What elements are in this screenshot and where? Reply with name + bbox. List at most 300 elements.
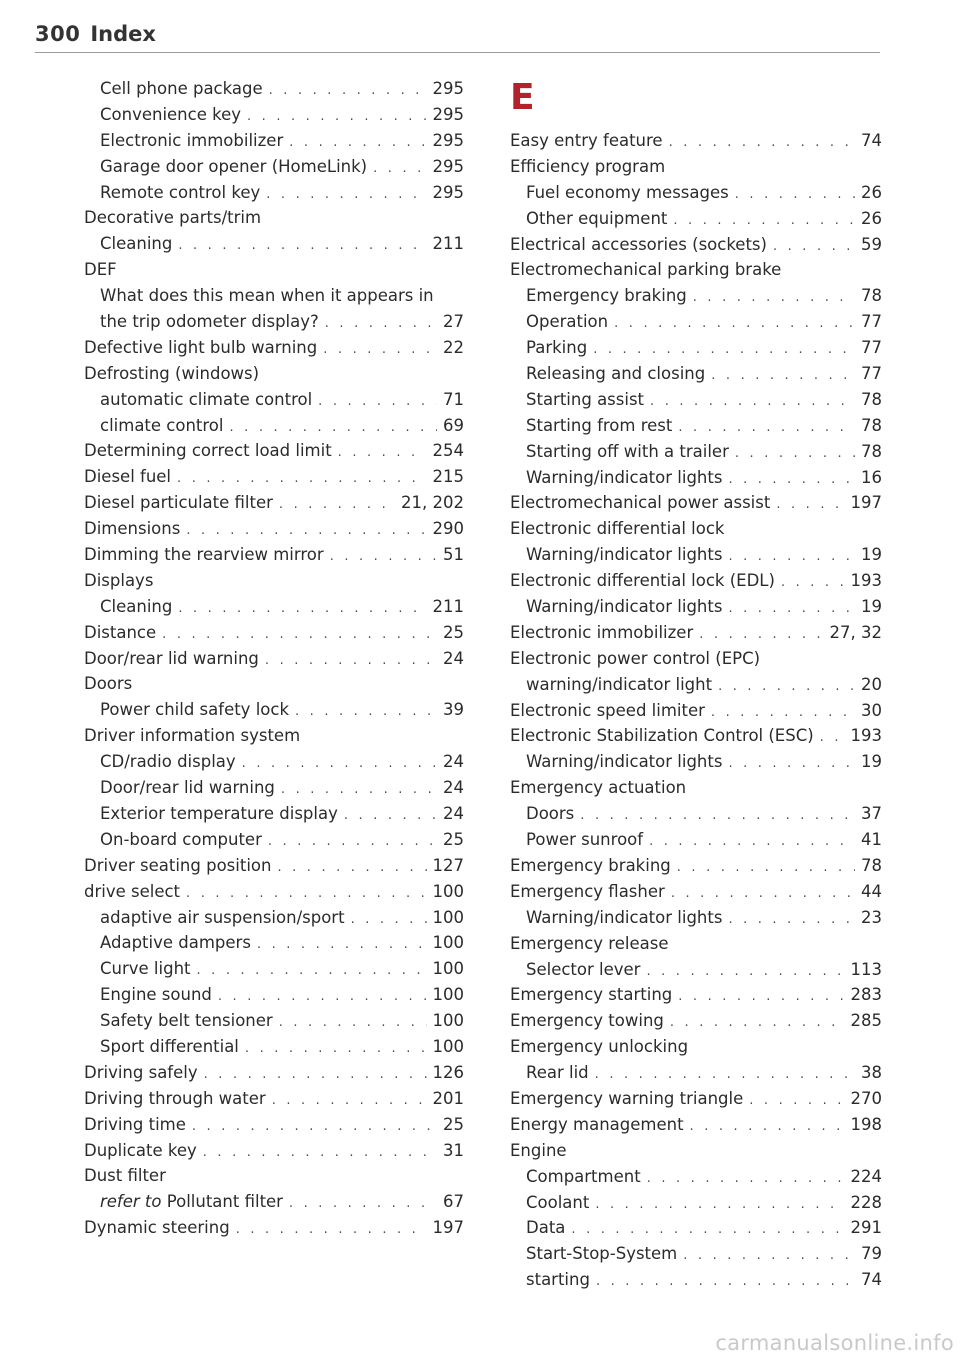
page-reference: 197 [850,493,882,513]
dot-leader [580,803,855,829]
dot-leader [646,959,844,985]
page-reference: 270 [850,1088,882,1108]
dot-leader [277,855,426,881]
index-entry [84,387,464,413]
index-entry [510,853,882,879]
page-reference: 51 [443,545,464,565]
dot-leader [749,1088,844,1114]
index-term: Defective light bulb warning [84,337,318,357]
index-term: Curve light [100,959,191,979]
index-column-left [84,76,464,1241]
dot-leader [820,725,845,751]
index-entry [84,283,464,309]
index-entry [510,257,882,283]
page-reference: 71 [443,389,464,409]
dot-leader [781,570,845,596]
page-reference: 295 [432,182,464,202]
dot-leader [711,700,855,726]
index-term: Efficiency program [510,156,666,176]
dot-leader [229,415,437,441]
page-reference: 254 [432,441,464,461]
index-entry [84,1163,464,1189]
index-entry [510,516,882,542]
index-term: Exterior temperature display [100,803,338,823]
page-reference: 25 [443,622,464,642]
dot-leader [247,104,427,130]
dot-leader [178,596,426,622]
page-reference: 21, 202 [401,493,464,513]
page-reference: 16 [861,467,882,487]
index-term: Emergency release [510,933,669,953]
dot-leader [325,311,437,337]
dot-leader [257,932,427,958]
dot-leader [338,440,427,466]
index-entry [84,1138,464,1164]
index-term: Diesel fuel [84,467,172,487]
index-entry [84,76,464,102]
index-term: Driving through water [84,1088,266,1108]
page-reference: 215 [432,467,464,487]
index-term: Other equipment [526,208,668,228]
page-reference: 290 [432,519,464,539]
index-entry [510,1164,882,1190]
page-reference: 25 [443,1114,464,1134]
page-reference: 285 [850,1011,882,1031]
index-term: Cleaning [100,596,173,616]
index-term: Power child safety lock [100,700,290,720]
page-reference: 197 [432,1218,464,1238]
dot-leader [699,622,823,648]
index-term: Remote control key [100,182,261,202]
page-reference: 78 [861,415,882,435]
index-entry [510,1241,882,1267]
dot-leader [279,1010,427,1036]
page-reference: 37 [861,804,882,824]
index-term: Parking [526,338,588,358]
index-term: Doors [84,674,133,694]
dot-leader [669,130,855,156]
index-entry [84,749,464,775]
index-term: Duplicate key [84,1140,197,1160]
dot-leader [266,182,426,208]
page-reference: 100 [432,1011,464,1031]
index-term: On-board computer [100,829,262,849]
dot-leader [683,1243,855,1269]
page-reference: 27 [443,312,464,332]
page-reference: 30 [861,700,882,720]
index-entry [510,232,882,258]
index-term: Emergency flasher [510,881,665,901]
index-entry [84,438,464,464]
index-term: Emergency starting [510,985,673,1005]
index-entry [510,931,882,957]
index-term: Cleaning [100,234,173,254]
index-entry [510,1060,882,1086]
index-term: CD/radio display [100,752,236,772]
index-term: Sport differential [100,1036,239,1056]
page-reference: 59 [861,234,882,254]
index-entry [84,542,464,568]
index-term: Doors [526,804,575,824]
index-entry [84,102,464,128]
page-reference: 74 [861,1270,882,1290]
index-term: Selector lever [526,959,641,979]
page-reference: 127 [432,855,464,875]
index-entry [510,1008,882,1034]
index-entry [510,465,882,491]
index-entry [510,698,882,724]
index-term: Electronic Stabilization Control (ESC) [510,726,814,746]
page-reference: 211 [432,596,464,616]
page-reference: 44 [861,881,882,901]
dot-leader [677,855,855,881]
index-term: Electronic immobilizer [100,130,284,150]
dot-leader [735,182,855,208]
index-term: Emergency unlocking [510,1037,689,1057]
index-entry [510,387,882,413]
dot-leader [773,234,855,260]
dot-leader [649,829,855,855]
index-term: the trip odometer display? [100,312,319,332]
page-reference: 100 [432,881,464,901]
index-entry [510,283,882,309]
page-reference: 201 [432,1088,464,1108]
index-entry [84,879,464,905]
index-entry [510,827,882,853]
index-entry [84,205,464,231]
dot-leader [279,492,395,518]
dot-leader [596,1269,855,1295]
page-reference: 67 [443,1192,464,1212]
page-reference: 79 [861,1244,882,1264]
index-entry [510,749,882,775]
index-term: Emergency braking [526,286,687,306]
index-entry [84,905,464,931]
dot-leader [218,984,427,1010]
dot-leader [186,881,426,907]
page-reference: 100 [432,1036,464,1056]
index-entry [84,361,464,387]
index-term: Emergency braking [510,855,671,875]
dot-leader [614,311,855,337]
header-rule [35,52,880,53]
index-entry [84,1189,464,1215]
page-reference: 126 [432,1062,464,1082]
index-term: Dynamic steering [84,1218,230,1238]
dot-leader [323,337,437,363]
dot-leader [245,1036,427,1062]
index-entry [510,1034,882,1060]
dot-leader [647,1166,845,1192]
page-reference: 211 [432,234,464,254]
dot-leader [186,518,426,544]
index-entry [510,957,882,983]
dot-leader [272,1088,427,1114]
dot-leader [269,78,427,104]
index-entry [84,128,464,154]
index-entry [510,180,882,206]
page-reference: 283 [850,985,882,1005]
dot-leader [197,958,427,984]
page-reference: 77 [861,364,882,384]
dot-leader [373,156,426,182]
index-term: Power sunroof [526,830,644,850]
dot-leader [318,389,437,415]
index-term: Rear lid [526,1063,589,1083]
index-term: Electronic power control (EPC) [510,648,761,668]
index-entry [84,930,464,956]
index-column-right [510,76,882,1293]
page-reference: 38 [861,1063,882,1083]
index-entry [510,1086,882,1112]
dot-leader [295,699,437,725]
index-entry [510,801,882,827]
page-reference: 295 [432,130,464,150]
index-term: Dust filter [84,1166,166,1186]
index-term: Engine sound [100,985,212,1005]
page-reference: 100 [432,933,464,953]
dot-leader [650,389,855,415]
index-term: Data [526,1218,566,1238]
index-term: starting [526,1270,590,1290]
page-reference: 77 [861,338,882,358]
dot-leader [671,881,855,907]
index-entry [84,516,464,542]
index-term: Defrosting (windows) [84,363,260,383]
index-term: Displays [84,570,154,590]
index-entry [510,723,882,749]
index-term: Warning/indicator lights [526,467,723,487]
index-entry [510,620,882,646]
index-term: Engine [510,1140,567,1160]
index-term: Compartment [526,1166,641,1186]
index-entry [510,335,882,361]
index-entry [510,672,882,698]
index-term: Electrical accessories (sockets) [510,234,767,254]
index-entry [84,231,464,257]
index-entry [84,413,464,439]
page-reference: 113 [850,959,882,979]
watermark: carmanualsonline.info [715,1331,954,1355]
index-term: Easy entry feature [510,131,663,150]
index-term: Driver information system [84,726,301,746]
page-number: 300 [35,22,81,46]
page-reference: 224 [850,1166,882,1186]
page-reference: 78 [861,441,882,461]
page-reference: 193 [850,571,882,591]
index-entry [84,464,464,490]
index-term: Emergency actuation [510,778,687,798]
index-entry [84,1215,464,1241]
dot-leader [177,466,426,492]
dot-leader [289,130,426,156]
dot-leader [673,208,855,234]
page-reference: 39 [443,700,464,720]
index-term: warning/indicator light [526,674,713,694]
page-reference: 19 [861,752,882,772]
dot-leader [728,467,855,493]
index-entry [84,982,464,1008]
index-term: What does this mean when it appears in [100,286,434,306]
index-entry [84,1060,464,1086]
page-reference: 24 [443,752,464,772]
index-entry [84,1008,464,1034]
dot-leader [678,984,844,1010]
index-entry [510,154,882,180]
index-entry [84,568,464,594]
index-term: Adaptive dampers [100,933,251,953]
index-term: Electronic immobilizer [510,622,694,642]
dot-leader [265,648,437,674]
index-term: Driving safely [84,1062,198,1082]
page-reference: 23 [861,907,882,927]
dot-leader [203,1140,437,1166]
index-entry [84,827,464,853]
index-entry [84,594,464,620]
page-reference: 69 [443,415,464,435]
page-reference: 31 [443,1140,464,1160]
index-entry [84,956,464,982]
index-term: adaptive air suspension/sport [100,907,345,927]
page-reference: 74 [861,131,882,150]
index-term: Starting off with a trailer [526,441,729,461]
page-reference: 24 [443,803,464,823]
dot-leader [281,777,437,803]
dot-leader [571,1217,844,1243]
page-reference: 78 [861,286,882,306]
page-reference: 27, 32 [829,622,882,642]
index-term: Safety belt tensioner [100,1011,273,1031]
index-term: Garage door opener (HomeLink) [100,156,368,176]
index-entry [84,801,464,827]
index-entry [84,490,464,516]
dot-leader [678,415,855,441]
index-entry [510,1267,882,1293]
index-term: Electromechanical power assist [510,493,771,513]
index-term: Emergency warning triangle [510,1088,744,1108]
page-reference: 19 [861,545,882,565]
index-entry [510,128,882,154]
page-reference: 24 [443,648,464,668]
index-entry [84,620,464,646]
page-reference: 41 [861,830,882,850]
dot-leader [670,1010,845,1036]
page-reference: 228 [850,1192,882,1212]
index-entry [510,775,882,801]
index-term: drive select [84,881,181,901]
page-reference: 295 [432,104,464,124]
page-reference: 100 [432,907,464,927]
index-entry [84,309,464,335]
index-term-text: Pollutant filter [166,1192,283,1212]
page-header [35,22,880,52]
index-entry [510,1138,882,1164]
index-entry [84,853,464,879]
index-term: Driving time [84,1114,186,1134]
index-term: Distance [84,622,157,642]
page-reference: 20 [861,674,882,694]
index-term: Warning/indicator lights [526,545,723,565]
index-entry [510,1190,882,1216]
page-reference: 198 [850,1114,882,1134]
dot-leader [690,1114,845,1140]
index-entry [510,206,882,232]
index-term: Energy management [510,1114,684,1134]
dot-leader [595,1062,855,1088]
index-term: Door/rear lid warning [100,778,275,798]
page-reference: 193 [850,726,882,746]
index-term: Starting from rest [526,415,673,435]
index-entry [510,1215,882,1241]
index-term: Starting assist [526,389,645,409]
index-entry [510,542,882,568]
index-entry [84,775,464,801]
page-reference: 78 [861,855,882,875]
dot-leader [268,829,437,855]
index-entry [84,671,464,697]
section-letter: E [510,77,535,118]
index-term: Warning/indicator lights [526,907,723,927]
dot-leader [728,596,855,622]
index-term: Emergency towing [510,1011,664,1031]
index-entry [510,879,882,905]
cross-reference-label: refer to [100,1192,162,1212]
index-entry [84,646,464,672]
index-term: Decorative parts/trim [84,208,262,228]
index-entry [84,335,464,361]
index-term: Diesel particulate filter [84,493,273,513]
page-reference: 19 [861,597,882,617]
index-term: Electronic speed limiter [510,700,705,720]
index-term: Cell phone package [100,79,263,98]
index-term: Electronic differential lock [510,519,725,539]
dot-leader [178,233,426,259]
index-entry [84,257,464,283]
index-entry [84,1112,464,1138]
dot-leader [595,1192,844,1218]
page-reference: 291 [850,1218,882,1238]
index-entry [84,1086,464,1112]
index-term: Dimensions [84,519,181,539]
index-entry [510,905,882,931]
index-term: Driver seating position [84,855,272,875]
dot-leader [344,803,437,829]
index-term: Warning/indicator lights [526,752,723,772]
dot-leader [728,751,855,777]
index-term: Door/rear lid warning [84,648,259,668]
page-title: Index [90,22,156,46]
index-term: Determining correct load limit [84,441,332,461]
index-entry [510,568,882,594]
index-term: Start-Stop-System [526,1244,678,1264]
index-term: Releasing and closing [526,364,706,384]
dot-leader [735,441,855,467]
index-term: Electromechanical parking brake [510,260,782,280]
index-term: Dimming the rearview mirror [84,545,324,565]
dot-leader [593,337,855,363]
index-term: climate control [100,415,224,435]
dot-leader [351,907,427,933]
index-term [84,1189,283,1215]
index-term: Operation [526,312,609,332]
page-reference: 25 [443,829,464,849]
index-entry [510,982,882,1008]
index-term: Electronic differential lock (EDL) [510,571,775,591]
page-reference: 295 [432,79,464,98]
index-entry [84,723,464,749]
page-reference: 22 [443,337,464,357]
page-reference: 26 [861,182,882,202]
